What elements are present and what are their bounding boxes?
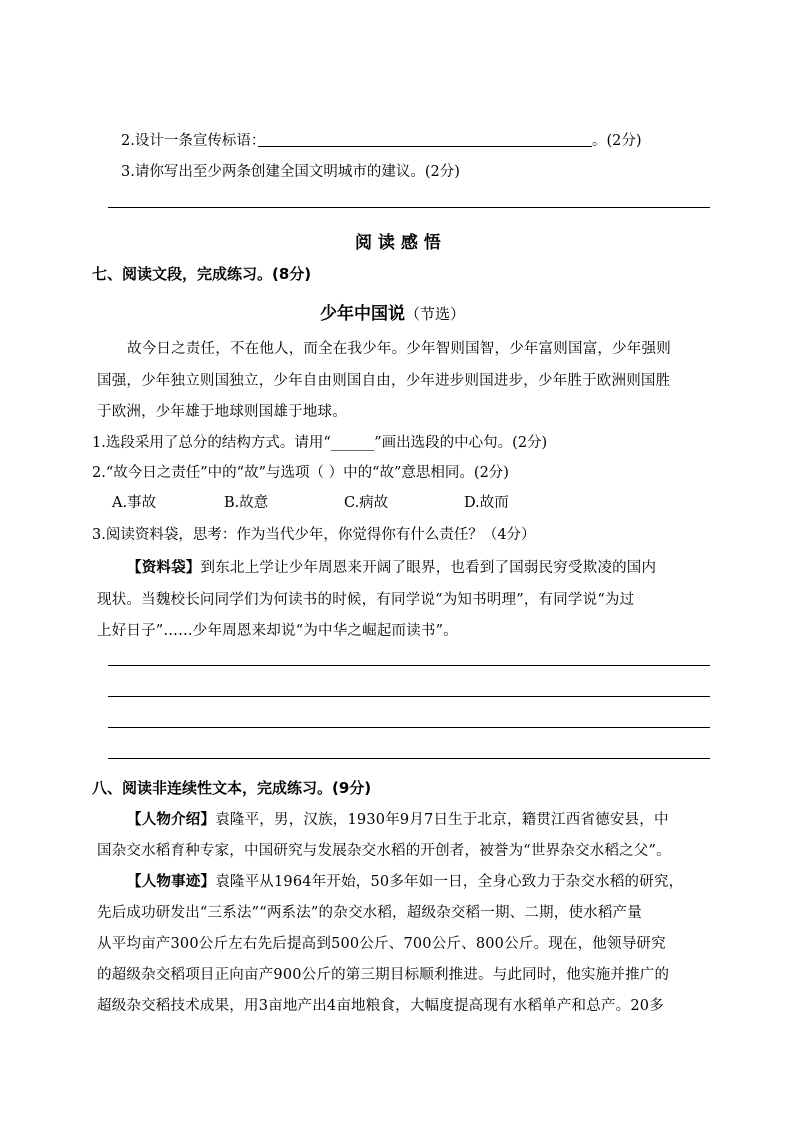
part7-question-2: 2.“故今日之责任”中的“故”与选项（ ）中的“故”意思相同。(2分) <box>92 465 509 481</box>
passage-title-note: （节选） <box>405 305 466 323</box>
deeds-line: 超级杂交稻技术成果，用3亩地产出4亩地粮食，大幅度提高现有水稻单产和总产。20多 <box>97 998 664 1014</box>
deeds-text: 袁隆平从1964年开始，50多年如一日，全身心致力于杂交水稻的研究， <box>215 874 684 890</box>
option-d[interactable]: D.故而 <box>464 495 509 511</box>
option-a[interactable]: A.事故 <box>112 495 157 511</box>
question-3-suggestion: 3.请你写出至少两条创建全国文明城市的建议。(2分) <box>121 164 460 180</box>
question-2-slogan: 2.设计一条宣传标语： <box>121 133 266 149</box>
passage-line: 国强，少年独立则国独立，少年自由则国自由，少年进步则国进步，少年胜于欧洲则国胜 <box>97 373 671 389</box>
passage-title-text: 少年中国说 <box>320 304 405 324</box>
intro-line <box>127 808 669 829</box>
option-c[interactable]: C.病故 <box>344 495 389 511</box>
material-text: 到东北上学让少年周恩来开阔了眼界，也看到了国弱民穷受欺凌的国内 <box>200 560 657 576</box>
deeds-label: 【人物事迹】 <box>127 874 216 890</box>
material-line: 现状。当魏校长问同学们为何读书的时候，有同学说“为知书明理”，有同学说“为过 <box>97 592 635 608</box>
part8-heading: 八、阅读非连续性文本，完成练习。(9分) <box>92 779 372 797</box>
deeds-line: 从平均亩产300公斤左右先后提高到500公斤、700公斤、800公斤。现在，他领导研究 <box>97 936 666 952</box>
passage-title <box>320 299 465 324</box>
question-2-score: 。(2分) <box>592 133 642 149</box>
deeds-line: 先后成功研发出“三系法”“两系法”的杂交水稻，超级杂交稻一期、二期，使水稻产量 <box>97 905 642 921</box>
slogan-answer-line[interactable] <box>258 146 592 147</box>
answer-line[interactable] <box>108 665 710 666</box>
part7-heading: 七、阅读文段，完成练习。(8分) <box>92 265 312 283</box>
part7-question-3: 3.阅读资料袋，思考：作为当代少年，你觉得你有什么责任？（4分） <box>92 527 536 543</box>
intro-line: 国杂交水稻育种专家，中国研究与发展杂交水稻的开创者，被誉为“世界杂交水稻之父”。 <box>97 843 671 859</box>
intro-label: 【人物介绍】 <box>127 812 216 828</box>
suggestion-answer-line[interactable] <box>108 207 710 208</box>
answer-line[interactable] <box>108 758 710 759</box>
intro-text: 袁隆平，男，汉族，1930年9月7日生于北京，籍贯江西省德安县，中 <box>215 812 669 828</box>
passage-line: 于欧洲，少年雄于地球则国雄于地球。 <box>97 404 347 420</box>
option-b[interactable]: B.故意 <box>224 495 269 511</box>
deeds-line: 的超级杂交稻项目正向亩产900公斤的第三期目标顺利推进。与此同时，他实施并推广的 <box>97 967 670 983</box>
material-line <box>127 556 656 577</box>
answer-line[interactable] <box>108 696 710 697</box>
part7-question-1: 1.选段采用了总分的结构方式。请用“______”画出选段的中心句。(2分) <box>92 435 548 451</box>
passage-line: 故今日之责任，不在他人，而全在我少年。少年智则国智，少年富则国富，少年强则 <box>127 341 671 357</box>
material-label: 【资料袋】 <box>127 560 201 576</box>
section-heading: 阅 读 感 悟 <box>355 233 441 253</box>
answer-line[interactable] <box>108 727 710 728</box>
deeds-line <box>127 870 683 891</box>
material-line: 上好日子”……少年周恩来却说“为中华之崛起而读书”。 <box>97 623 458 639</box>
